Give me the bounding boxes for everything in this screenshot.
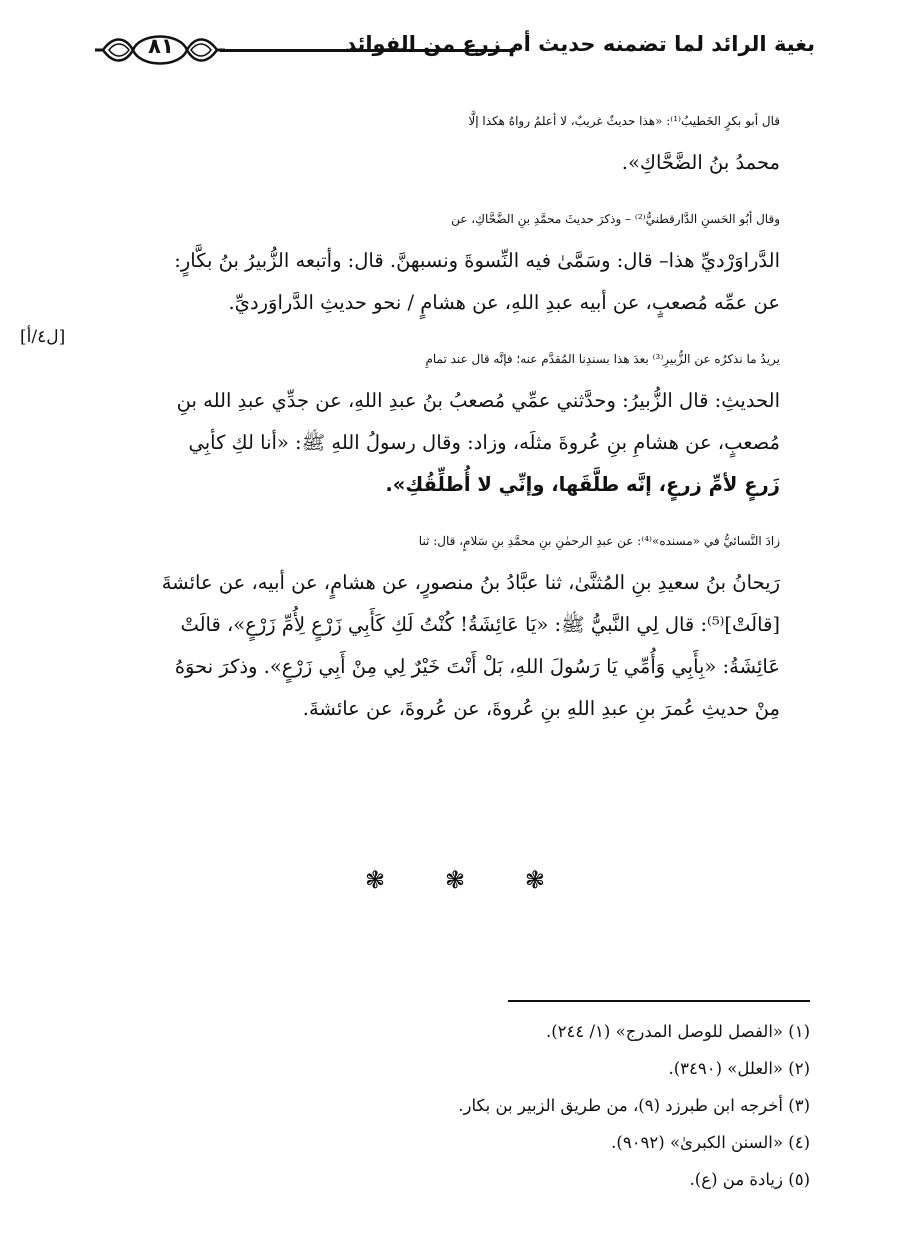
text-line: عَائِشَةُ: «بِأَبِي وَأُمِّي يَا رَسُولَ اللهِ، بَلْ أَنْتَ خَيْرٌ لِي مِنْ أَبِي زَرْعٍ». وذكرَ نحوَهُ <box>174 655 780 678</box>
paragraph-4 <box>100 520 810 730</box>
text-line: محمدُ بنُ الضَّحَّاكِ». <box>621 151 780 174</box>
text-line: عن عمِّه مُصعبٍ، عن أبيه عبدِ اللهِ، عن هشامٍ / نحو حديثِ الدَّراوَرديِّ. <box>228 291 780 314</box>
footnotes <box>100 1013 810 1198</box>
footnote: (٤) «السنن الكبرىٰ» (٩٠٩٢). <box>611 1133 810 1152</box>
hadith-line: زَرعٍ لأمِّ زرعٍ، إنَّه طلَّقَها، وإنِّي لا أُطلِّقُكِ». <box>385 473 780 496</box>
paragraph-2 <box>100 198 810 324</box>
section-separator <box>365 866 545 894</box>
footnote: (٣) أخرجه ابن طبرزد (٩)، من طريق الزبير بن بكار. <box>458 1096 810 1115</box>
paragraph-1 <box>100 100 810 184</box>
text-line: [قالَتْ]⁽⁵⁾: قال لِي النَّبيُّ ﷺ: «يَا عَائِشَةُ! كُنْتُ لَكِ كَأَبِي زَرْعٍ لِأُمِّ زَرْعٍ»، قالَتْ <box>180 613 780 636</box>
text-line: الحديثِ: قال الزُّبيرُ: وحدَّثني عمِّي مُصعبُ بنُ عبدِ اللهِ، عن جدِّي عبدِ الله بنِ <box>176 389 780 412</box>
running-header <box>95 28 815 72</box>
text-line: يريدُ ما نذكرُه عن الزُّبيرِ⁽³⁾ بعدَ هذا بسندِنا المُقدَّم عنه؛ فإنَّه قال عند تمامِ <box>425 352 780 366</box>
star-ornament-icon: ❃ <box>365 866 386 894</box>
footnote-rule <box>508 1000 810 1002</box>
running-title: بغية الرائد لما تضمنه حديث أم زرع من الفوائد <box>345 32 815 56</box>
text-line: مُصعبٍ، عن هشامِ بنِ عُروةَ مثلَه، وزاد: وقال رسولُ اللهِ ﷺ: «أنا لكِ كأبِي <box>188 431 780 454</box>
footnote: (٢) «العلل» (٣٤٩٠). <box>668 1059 810 1078</box>
text-line: وقال أبُو الحَسنِ الدَّارقطنيُّ⁽²⁾ – وذكرَ حديثَ محمَّدِ بنِ الضَّحَّاكِ، عن <box>451 212 780 226</box>
text-line: مِنْ حديثِ عُمرَ بنِ عبدِ اللهِ بنِ عُروةَ، عن عُروةَ، عن عائشةَ. <box>302 697 780 720</box>
star-ornament-icon: ❃ <box>444 866 466 894</box>
footnote: (١) «الفصل للوصل المدرج» (١/ ٢٤٤). <box>545 1022 810 1041</box>
page-number: ٨١ <box>148 34 174 58</box>
text-line: الدَّراوَرْديِّ هذا– قال: وسَمَّىٰ فيه النِّسوةَ ونسبهنَّ. قال: وأتبعه الزُّبيرُ بنُ بكَّارٍ: <box>174 249 780 272</box>
manuscript-folio-ref: [ل٤/أ] <box>20 327 66 347</box>
paragraph-3 <box>100 338 810 506</box>
star-ornament-icon: ❃ <box>524 866 545 894</box>
footnote: (٥) زيادة من (ع). <box>689 1170 810 1189</box>
main-text <box>100 100 810 744</box>
text-line: قال أبو بكرٍ الخَطيبُ⁽¹⁾: «هذا حديثٌ غريبٌ، لا أعلمُ رواهُ هكذا إلَّا <box>468 114 780 128</box>
text-line: رَيحانُ بنُ سعيدِ بنِ المُثنَّىٰ، ثنا عبَّادُ بنُ منصورٍ، عن هشامٍ، عن أبيه، عن عائشةَ <box>161 571 780 594</box>
text-line: زادَ النَّسائيُّ في «مسنده»⁽⁴⁾: عن عبدِ الرحمٰنِ بنِ محمَّدِ بنِ سَلامٍ، قال: ثنا <box>418 534 780 548</box>
